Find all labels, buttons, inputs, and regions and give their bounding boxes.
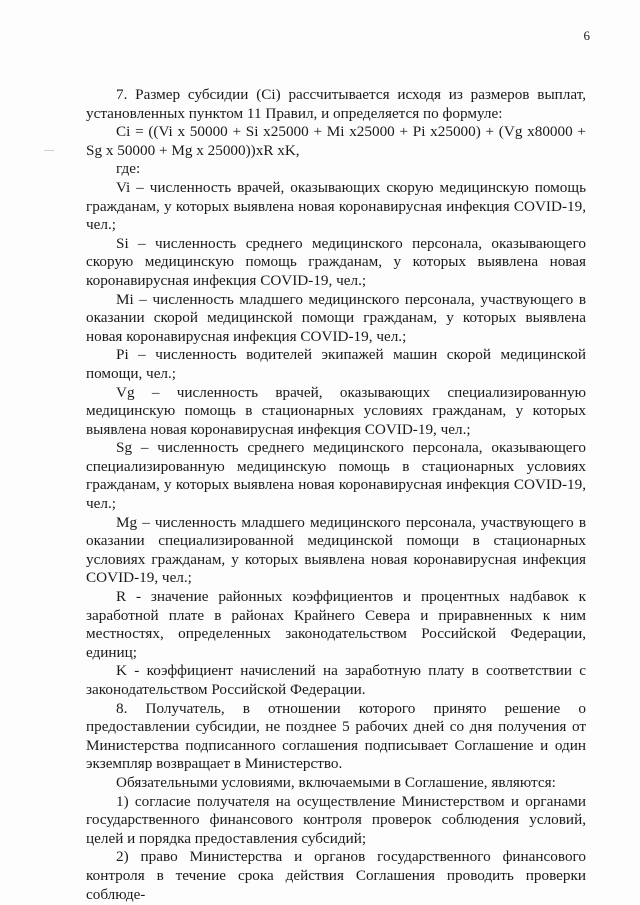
definition-vg: Vg – численность врачей, оказывающих специализированную медицинскую помощь в стационарных условиях гражданам, у которых выявлена новая коронавирусная инфекция COVID-19, чел.;: [86, 383, 586, 438]
scan-artifact: [44, 150, 54, 151]
condition-1: 1) согласие получателя на осуществление Министерством и органами государственного финансового контроля проверок соблюдения условий, целей и порядка предоставления субсидий;: [86, 792, 586, 847]
paragraph-conditions: Обязательными условиями, включаемыми в Соглашение, являются:: [116, 773, 556, 791]
formula-where: где:: [116, 160, 141, 178]
page-number: 6: [583, 28, 590, 43]
definition-si: Si – численность среднего медицинского персонала, оказывающего скорую медицинскую помощь гражданам, у которых выявлена новая коронавирусная инфекция COVID-19, чел.;: [86, 234, 586, 289]
definition-r: R - значение районных коэффициентов и процентных надбавок к заработной плате в районах Крайнего Севера и приравненных к ним местностях, определенных законодательством Российской Федерации, единиц;: [86, 588, 586, 661]
paragraph-subsidy-size: 7. Размер субсидии (Ci) рассчитывается исходя из размеров выплат, установленных пунктом 11 Правил, и определяется по формуле:: [86, 86, 586, 122]
formula: Ci = ((Vi x 50000 + Si x25000 + Mi x25000 + Pi x25000) + (Vg x80000 + Sg x 50000 + Mg x 25000))xR xK,: [86, 123, 586, 159]
definition-sg: Sg – численность среднего медицинского персонала, оказывающего специализированную медицинскую помощь в стационарных условиях гражданам, у которых выявлена новая коронавирусная инфекция COVID-19, чел.;: [86, 439, 586, 513]
condition-2: 2) право Министерства и органов государственного финансового контроля в течение срока действия Соглашения проводить проверки соблюде-: [86, 848, 586, 903]
definition-pi: Pi – численность водителей экипажей машин скорой медицинской помощи, чел.;: [86, 346, 586, 382]
definition-mi: Mi – численность младшего медицинского персонала, участвующего в оказании скорой медицинской помощи гражданам, у которых выявлена новая коронавирусная инфекция COVID-19, чел.;: [86, 290, 586, 345]
document-body: [86, 86, 586, 904]
definition-vi: Vi – численность врачей, оказывающих скорую медицинскую помощь гражданам, у которых выявлена новая коронавирусная инфекция COVID-19, чел.;: [86, 178, 586, 234]
paragraph-agreement: 8. Получатель, в отношении которого принято решение о предоставлении субсидии, не позднее 5 рабочих дней со дня получения от Министерства подписанного соглашения подписывает Соглашение и один экземпляр возвращает в Министерство.: [86, 699, 586, 773]
definition-k: K - коэффициент начислений на заработную плату в соответствии с законодательством Российской Федерации.: [86, 662, 586, 698]
definition-mg: Mg – численность младшего медицинского персонала, участвующего в оказании специализированной медицинской помощи в стационарных условиях гражданам, у которых выявлена новая коронавирусная инфекция COVID-19, чел.;: [86, 513, 586, 587]
